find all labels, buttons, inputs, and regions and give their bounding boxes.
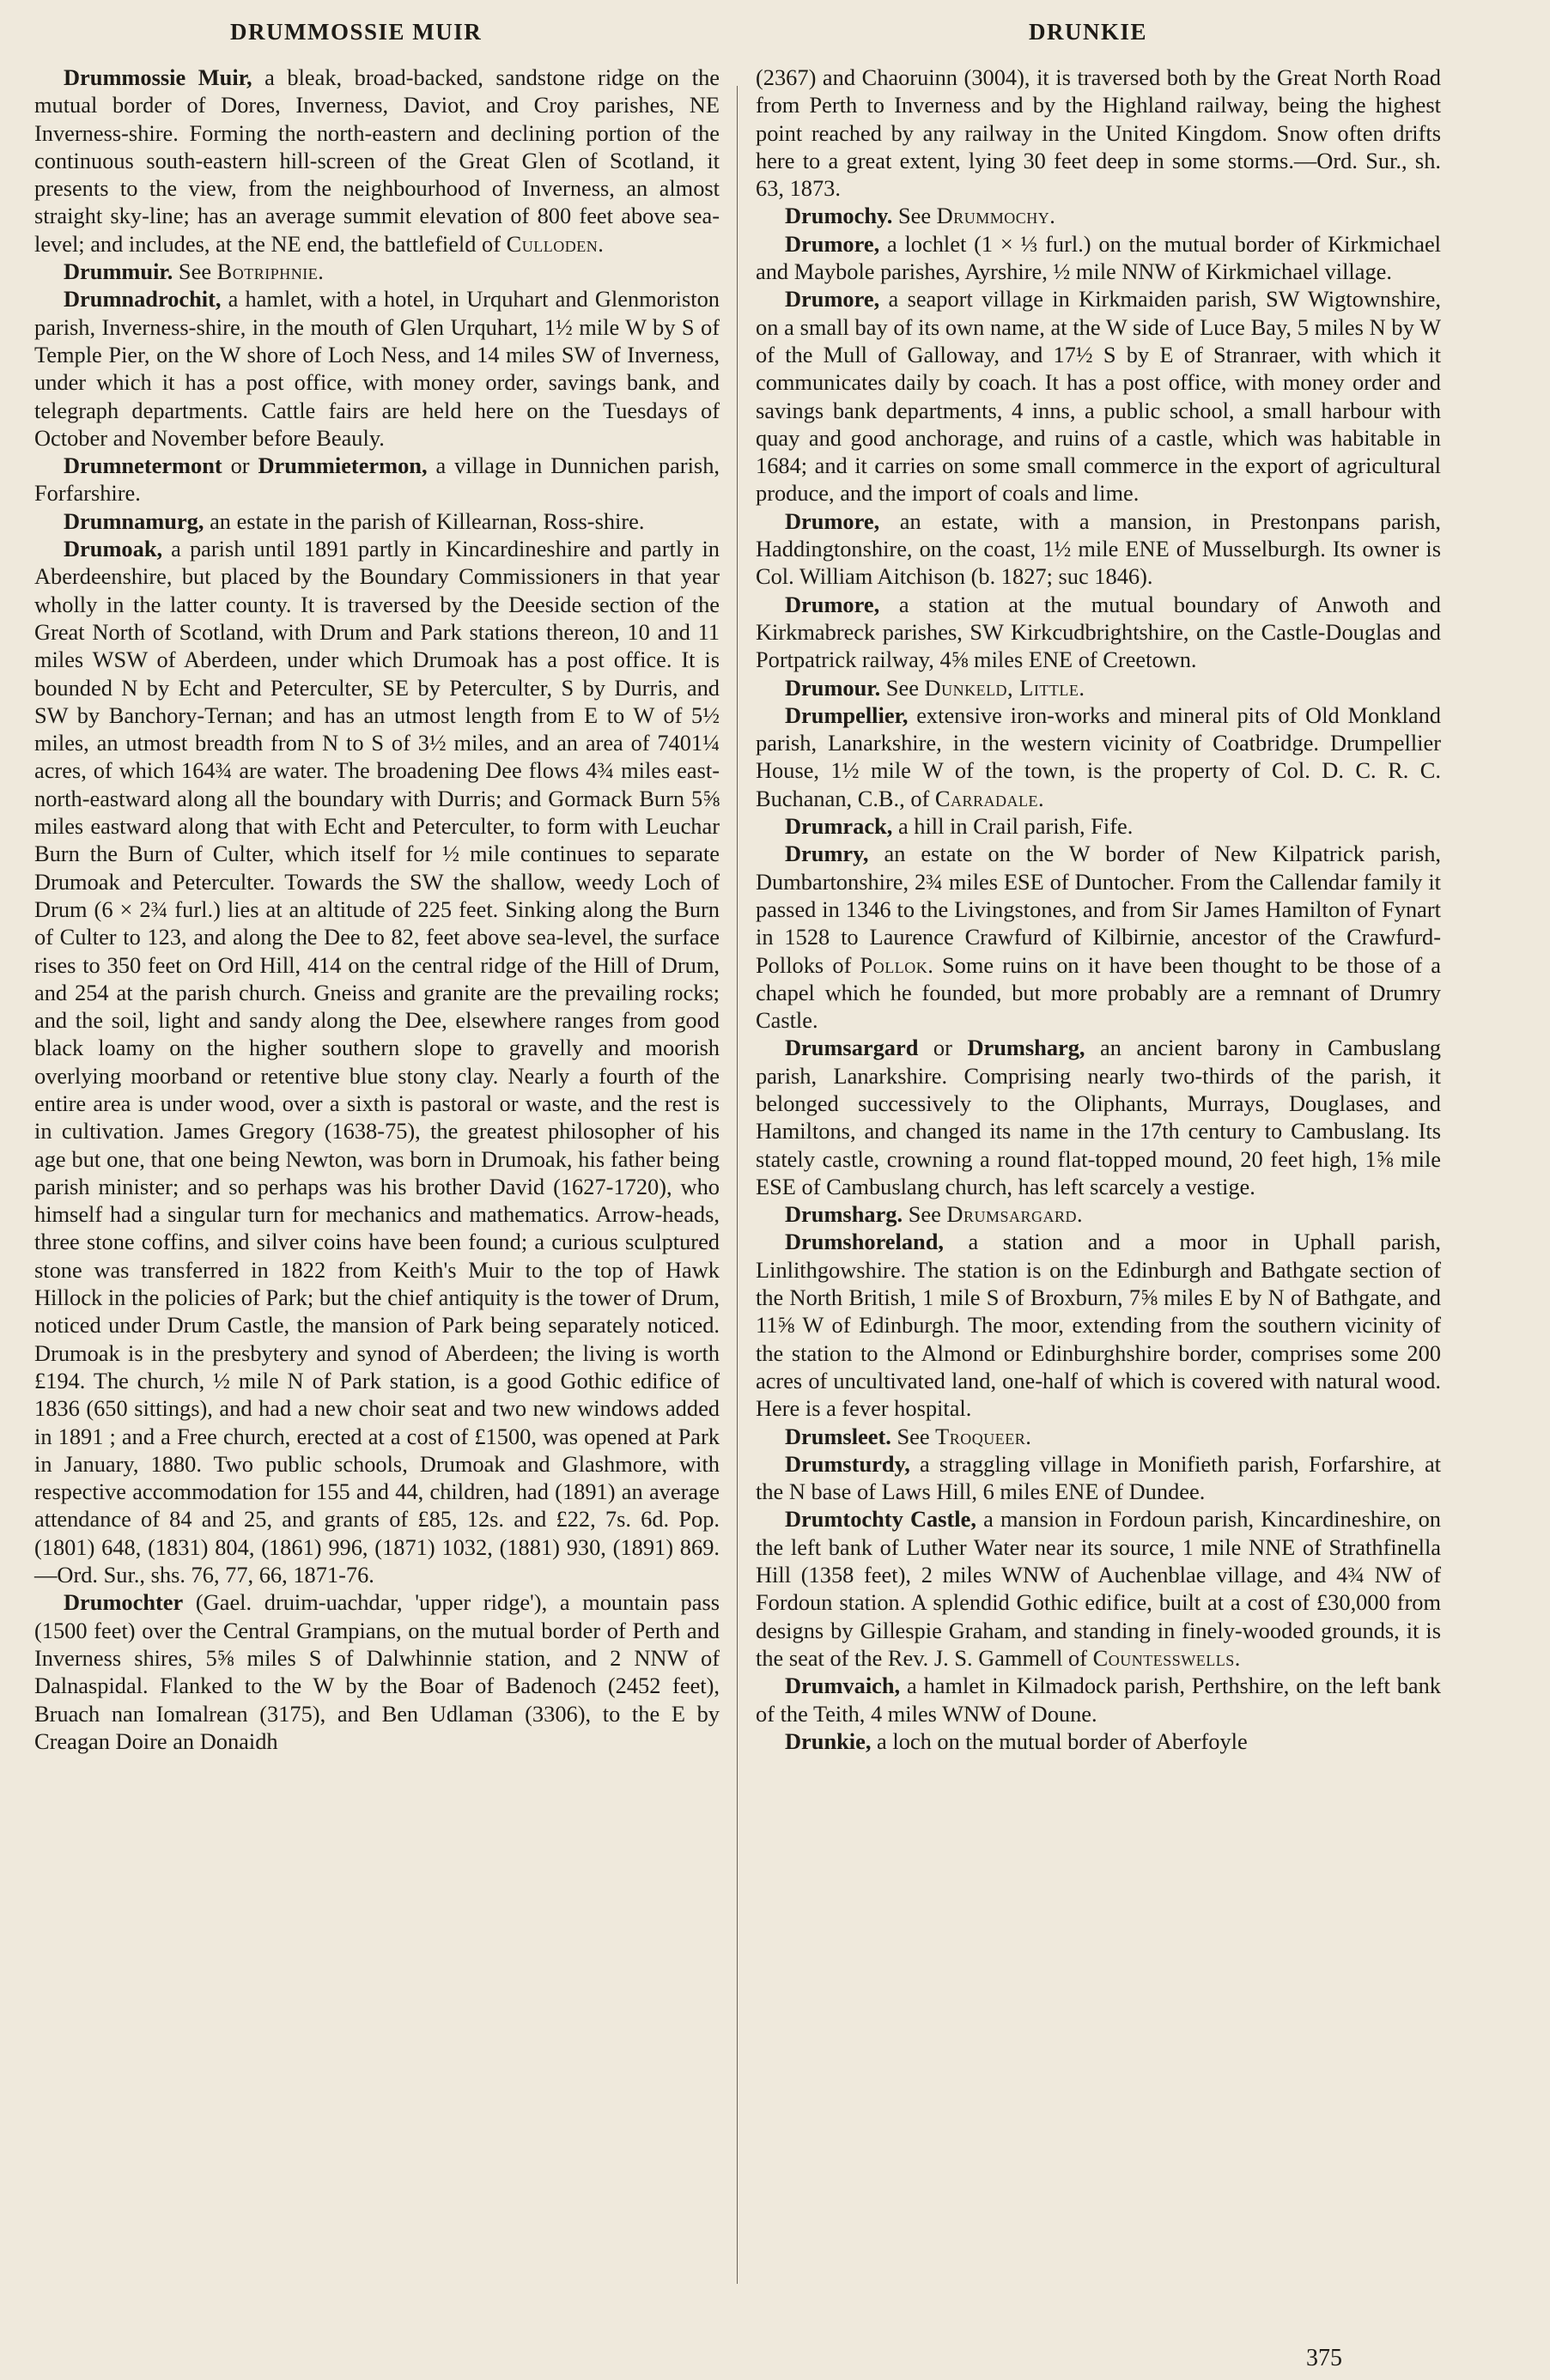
entry-text: See — [903, 1201, 947, 1228]
entry-text: a seaport village in Kirkmaiden parish, SW Wigtownshire, on a small bay of its own name, at the W side of Luce Bay, 5 miles N by W of the Mull of Galloway, and 17½ S by E of Stranraer, with which it communicates daily by coach. It has a post office, with money order and savings bank departments, 4 inns, a public school, a small harbour with quay and good anchorage, and ruins of a castle, which was habitable in 1684; and it carries on some small commerce in the export of agricultural produce, and the import of coals and lime. — [756, 286, 1441, 507]
entry-headword: Drumsleet. — [785, 1423, 891, 1449]
entry-headword: Drunkie, — [785, 1727, 872, 1754]
entry — [756, 230, 1441, 286]
entry-text: a hamlet in Kilmadock parish, Perthshire, on the left bank of the Teith, 4 miles WNW of Doune. — [756, 1673, 1441, 1727]
entry-text: . — [1038, 785, 1044, 811]
entry — [756, 202, 1441, 229]
running-head-right: DRUNKIE — [1029, 19, 1148, 45]
entry-text: a mansion in Fordoun parish, Kincardineshire, on the left bank of Luther Water near its source, 1 mile NNE of Strathfinella Hill (1358 feet), 2 miles WNW of Auchenblae village, and 4¾ NW of Fordoun station. A splendid Gothic edifice, built at a cost of £30,000 from designs by Gillespie Graham, and standing in finely-wooded grounds, it is the seat of the Rev. J. S. Gammell of — [756, 1506, 1441, 1671]
entry-text: . — [1025, 1423, 1031, 1449]
entry-headword: Drumore, — [785, 591, 880, 617]
entry-text: a bleak, broad-backed, sandstone ridge on the mutual border of Dores, Inverness, Daviot, and Croy parishes, NE Inverness-shire. Forming the north-eastern and declining portion of the continuous south-eastern hill-screen of the Great Glen of Scotland, it presents to the view, from the neighbourhood of Inverness, an almost straight sky-line; has an average summit elevation of 800 feet above sea-level; and includes, at the NE end, the battlefield of — [34, 64, 720, 257]
entry-text: a station and a moor in Uphall parish, Linlithgowshire. The station is on the Edinburgh and Bathgate section of the North British, 1 mile S of Broxburn, 7⅝ miles E by N of Bathgate, and 11⅝ W of Edinburgh. The moor, extending from the southern vicinity of the station to the Almond or Edinburghshire border, comprises some 200 acres of uncultivated land, one-half of which is covered with natural wood. Here is a fever hospital. — [756, 1229, 1441, 1422]
cross-reference: Dunkeld, Little — [924, 674, 1079, 701]
entry-text: or — [222, 452, 258, 479]
entry-headword: Drumochy. — [785, 203, 893, 229]
entry-text: an ancient barony in Cambuslang parish, Lanarkshire. Comprising nearly two-thirds of the parish, it belonged successively to the Oliphants, Murrays, Douglases, and Hamiltons, and changed its name in the 17th century to Cambuslang. Its stately castle, crowning a round flat-topped mound, 20 feet high, 1⅝ mile ESE of Cambuslang church, has left scarcely a vestige. — [756, 1035, 1441, 1199]
entry-text: . Some ruins on it have been thought to be those of a chapel which he founded, but more probably are a remnant of Drumry Castle. — [756, 951, 1441, 1034]
entry — [34, 452, 720, 507]
entry — [756, 674, 1441, 701]
entry-text: a village in Dunnichen parish, Forfarshire. — [34, 452, 720, 507]
entry-headword: Drumore, — [785, 230, 880, 257]
entry — [756, 64, 1441, 202]
entry-headword: Drumore, — [785, 507, 880, 534]
entry-text: a lochlet (1 × ⅓ furl.) on the mutual border of Kirkmichael and Maybole parishes, Ayrshire, ½ mile NNW of Kirkmichael village. — [756, 230, 1441, 285]
entry — [756, 840, 1441, 1034]
entry — [34, 507, 720, 535]
entry-headword-alt: Drumsharg, — [967, 1035, 1085, 1061]
entry-headword: Drumnadrochit, — [64, 286, 222, 313]
entry-text: . — [318, 258, 324, 285]
entry-headword: Drumrack, — [785, 813, 893, 840]
entry-headword: Drummuir. — [64, 258, 173, 285]
entry — [34, 64, 720, 258]
entry-text: a hamlet, with a hotel, in Urquhart and Glenmoriston parish, Inverness-shire, in the mouth of Glen Urquhart, 1½ mile W by S of Temple Pier, on the W shore of Loch Ness, and 14 miles SW of Inverness, under which it has a post office, with money order, savings bank, and telegraph departments. Cattle fairs are held here on the Tuesdays of October and November before Beauly. — [34, 286, 720, 451]
entry-headword: Drumoak, — [64, 536, 163, 562]
entry-headword: Drumry, — [785, 841, 869, 867]
entry-text: an estate on the W border of New Kilpatrick parish, Dumbartonshire, 2¾ miles ESE of Duntocher. From the Callendar family it passed in 1346 to the Livingstones, and from Sir James Hamilton of Fynart in 1528 to Laurence Crawfurd of Kilbirnie, ancestor of the Crawfurd-Polloks of — [756, 841, 1441, 978]
entry — [34, 258, 720, 285]
entry — [34, 1588, 720, 1755]
entry-headword: Drumnetermont — [64, 452, 222, 479]
running-head-left: DRUMMOSSIE MUIR — [230, 19, 483, 45]
cross-reference: Carradale — [934, 785, 1039, 811]
entry-text: a hill in Crail parish, Fife. — [892, 813, 1134, 840]
entry-text: . — [1077, 1201, 1083, 1228]
entry-headword: Drumore, — [785, 286, 880, 313]
left-column — [34, 64, 720, 1755]
entry — [756, 1450, 1441, 1506]
entry — [756, 1423, 1441, 1450]
entry — [756, 507, 1441, 591]
entry-text: . — [598, 230, 604, 257]
cross-reference: Pollok — [860, 951, 928, 978]
entry-text: a straggling village in Monifieth parish, Forfarshire, at the N base of Laws Hill, 6 miles ENE of Dundee. — [756, 1450, 1441, 1505]
entry-text: See — [173, 258, 217, 285]
entry-headword-alt: Drummietermon, — [258, 452, 428, 479]
entry-headword: Drumshoreland, — [785, 1229, 945, 1255]
right-column — [756, 64, 1441, 1755]
entry — [756, 812, 1441, 840]
entry-headword: Drummossie Muir, — [64, 64, 252, 90]
entry — [756, 701, 1441, 812]
entry-text: See — [880, 674, 925, 701]
entry-text: a station at the mutual boundary of Anwoth and Kirkmabreck parishes, SW Kirkcudbrightshire, on the Castle-Douglas and Portpatrick railway, 4⅝ miles ENE of Creetown. — [756, 591, 1441, 673]
entry-headword: Drumpellier, — [785, 701, 909, 728]
entry-text: . — [1079, 674, 1085, 701]
entry — [756, 1672, 1441, 1727]
cross-reference: Drumsargard — [946, 1201, 1077, 1228]
entry-text: a parish until 1891 partly in Kincardineshire and partly in Aberdeenshire, but placed by the Boundary Commissioners in that year wholly in the latter county. It is traversed by the Deeside section of the Great North of Scotland, with Drum and Park stations thereon, 10 and 11 miles WSW of Aberdeen, under which Drumoak has a post office. It is bounded N by Echt and Peterculter, SE by Peterculter, S by Durris, and SW by Banchory-Ternan; and has an utmost length from E to W of 5½ miles, an utmost breadth from N to S of 3½ miles, and an area of 7401¼ acres, of which 164¾ are water. The broadening Dee flows 4¾ miles east-north-eastward along all the boundary with Durris; and Gormack Burn 5⅝ miles eastward along that with Echt and Peterculter, to form with Leuchar Burn the Burn of Culter, which itself for ½ mile continues to separate Drumoak and Peterculter. Towards the SW the shallow, weedy Loch of Drum (6 × 2¾ furl.) lies at an altitude of 225 feet. Sinking along the Burn of Culter to 123, and along the Dee to 82, feet above sea-level, the surface rises to 350 feet on Ord Hill, 414 on the central ridge of the Hill of Drum, and 254 at the parish church. Gneiss and granite are the prevailing rocks; and the soil, light and sandy along the Dee, elsewhere ranges from good black loamy on the higher southern slope to gravelly and moorish overlying moorband or retentive blue stony clay. Nearly a fourth of the entire area is under wood, over a sixth is pastoral or waste, and the rest is in cultivation. James Gregory (1638-75), the greatest philosopher of his age but one, that one being Newton, was born in Drumoak, his father being parish minister; and so perhaps was his brother David (1627-1720), who himself had a singular turn for mechanics and mathematics. Arrow-heads, three stone coffins, and silver coins have been found; a curious sculptured stone was transferred in 1822 from Keith's Muir to the top of Hawk Hillock in the policies of Park; but the chief antiquity is the tower of Drum, noticed under Drum Castle, the mansion of Park being separately noticed. Drumoak is in the presbytery and synod of Aberdeen; the living is worth £194. The church, ½ mile N of Park station, is a good Gothic edifice of 1836 (650 sittings), and had a new choir seat and two new windows added in 1891 ; and a Free church, erected at a cost of £1500, was opened at Park in January, 1880. Two public schools, Drumoak and Glashmore, with respective accommodation for 155 and 44, children, had (1891) an average attendance of 84 and 25, and grants of £85, 12s. and £22, 7s. 6d. Pop. (1801) 648, (1831) 804, (1861) 996, (1871) 1032, (1881) 930, (1891) 869.—Ord. Sur., shs. 76, 77, 66, 1871-76. — [34, 536, 720, 1588]
page-number: 375 — [1306, 2345, 1342, 2371]
entry — [756, 1034, 1441, 1200]
entry-headword: Drumsharg. — [785, 1201, 903, 1228]
cross-reference: Countesswells — [1092, 1644, 1235, 1671]
entry-text: See — [890, 1423, 936, 1449]
cross-reference: Botriphnie — [216, 258, 319, 285]
entry-headword: Drumsargard — [785, 1035, 919, 1061]
cross-reference: Culloden — [506, 230, 599, 257]
entry — [34, 285, 720, 452]
entry — [756, 1200, 1441, 1228]
entry-headword: Drumochter — [64, 1589, 184, 1616]
entry — [756, 591, 1441, 674]
entry-headword: Drumnamurg, — [64, 507, 204, 534]
entry-text: a loch on the mutual border of Aberfoyle — [871, 1727, 1248, 1754]
entry-text: extensive iron-works and mineral pits of Old Monkland parish, Lanarkshire, in the western vicinity of Coatbridge. Drumpellier House, 1½ mile W of the town, is the property of Col. D. C. R. C. Buchanan, C.B., of — [756, 701, 1441, 811]
entry-text: . — [1049, 203, 1055, 229]
entry-headword: Drumour. — [785, 674, 881, 701]
entry-text: or — [918, 1035, 968, 1061]
cross-reference: Troqueer — [935, 1423, 1026, 1449]
entry-headword: Drumsturdy, — [785, 1450, 910, 1477]
entry-text: an estate in the parish of Killearnan, Ross-shire. — [204, 507, 645, 534]
entry-text: an estate, with a mansion, in Prestonpans parish, Haddingtonshire, on the coast, 1½ mile ENE of Musselburgh. Its owner is Col. William Aitchison (b. 1827; suc 1846). — [756, 507, 1441, 590]
entry — [756, 1228, 1441, 1422]
entry — [756, 1727, 1441, 1755]
entry — [756, 1505, 1441, 1672]
entry — [34, 535, 720, 1588]
entry-text: (Gael. druim-uachdar, 'upper ridge'), a mountain pass (1500 feet) over the Central Grampians, on the mutual border of Perth and Inverness shires, 5⅝ miles S of Dalwhinnie station, and 2 NNW of Dalnaspidal. Flanked to the W by the Boar of Badenoch (2452 feet), Bruach nan Iomalrean (3175), and Ben Udlaman (3306), to the E by Creagan Doire an Donaidh — [34, 1589, 720, 1754]
entry — [756, 285, 1441, 507]
entry-text: (2367) and Chaoruinn (3004), it is traversed both by the Great North Road from Perth to Inverness and by the Highland railway, being the highest point reached by any railway in the United Kingdom. Snow often drifts here to a great extent, lying 30 feet deep in some storms.—Ord. Sur., sh. 63, 1873. — [756, 64, 1441, 202]
cross-reference: Drummochy — [936, 203, 1050, 229]
entry-text: . — [1234, 1644, 1241, 1671]
entry-text: See — [892, 203, 937, 229]
column-rule — [737, 86, 738, 2284]
entry-headword: Drumtochty Castle, — [785, 1506, 976, 1533]
entry-headword: Drumvaich, — [785, 1673, 901, 1699]
